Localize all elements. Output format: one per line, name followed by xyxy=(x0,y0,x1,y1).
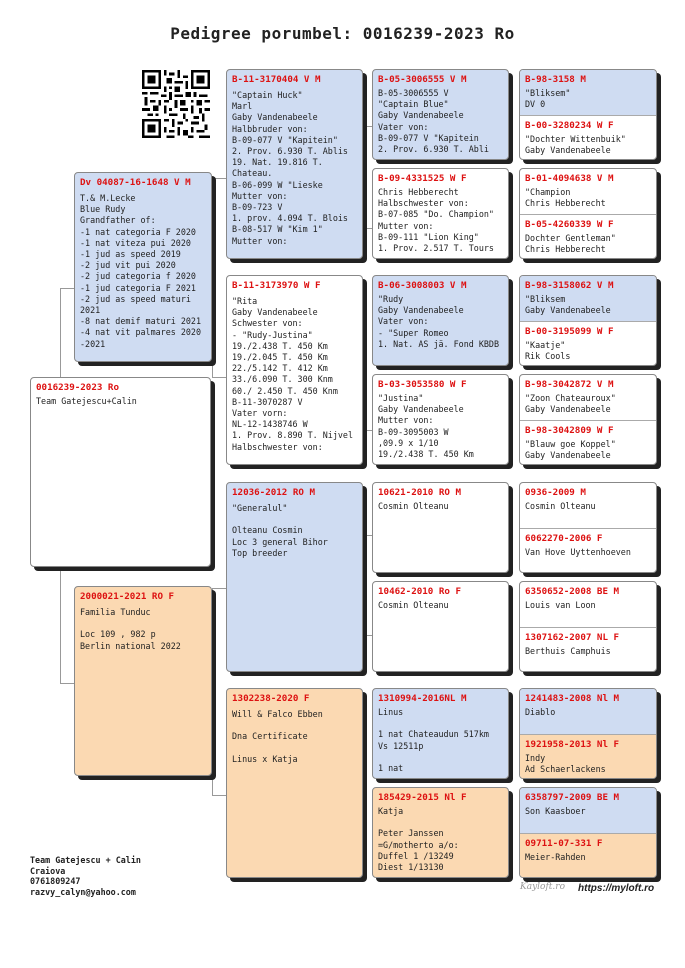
gg-ring: B-01-4094638 V M xyxy=(525,173,614,184)
dam-info: Familia Tunduc Loc 109 , 982 p Berlin national 2022 xyxy=(80,607,181,651)
gg-ring: 1241483-2008 Nl M xyxy=(525,693,620,704)
sire-dam-info: "Rita Gaby Vandenabeele Schwester von: - "Rudy-Justina" 19./2.438 T. 450 Km 19./2.045 T. 450 Km 22./5.142 T. 412 Km 33./6.090 T. 300 Knm 60./ 2.450 T. 450 Knm B-11-3070287 V Vater vorn: NL-12-1438746 W 1. Prov. 8.890 T. Nijvel Halbschwester von: xyxy=(232,296,354,452)
gg-info: Indy Ad Schaerlackens xyxy=(525,753,606,775)
gg-cell[interactable] xyxy=(520,169,656,214)
sdd-ring: B-03-3053580 W F xyxy=(378,379,467,390)
dam-sire-info: "Generalul" Olteanu Cosmin Loc 3 general Bihor Top breeder xyxy=(232,503,328,558)
dam-dam-ring: 1302238-2020 F xyxy=(232,693,310,704)
gg-pair-card xyxy=(519,374,657,465)
dds-ring: 1310994-2016NL M xyxy=(378,693,467,704)
gg-info: Cosmin Olteanu xyxy=(525,501,596,511)
gg-ring: B-98-3158062 V M xyxy=(525,280,614,291)
gg-pair-card xyxy=(519,69,657,160)
dss-ring: 10621-2010 RO M xyxy=(378,487,461,498)
gg-ring: B-00-3280234 W F xyxy=(525,120,614,131)
connector-line xyxy=(60,683,74,684)
gg-ring: 6358797-2009 BE M xyxy=(525,792,620,803)
dsd-info: Cosmin Olteanu xyxy=(378,600,449,610)
gg-cell[interactable] xyxy=(520,276,656,321)
dam-card[interactable] xyxy=(74,586,212,776)
gg-cell[interactable] xyxy=(520,483,656,528)
connector-line xyxy=(60,288,74,289)
owner-city: Craiova xyxy=(30,865,66,876)
dam-dam-info: Will & Falco Ebben Dna Certificate Linus x Katja xyxy=(232,709,323,764)
ddd-info: Katja Peter Janssen =G/motherto a/o: Duffel 1 /13249 Diest 1/13130 xyxy=(378,806,459,873)
sire-sire-ring: B-11-3170404 V M xyxy=(232,74,321,85)
connector-line xyxy=(212,377,226,378)
gg-info: Dochter Gentleman" Chris Hebberecht xyxy=(525,233,616,255)
gg-info: Berthuis Camphuis xyxy=(525,646,611,656)
subject-owner: Team Gatejescu+Calin xyxy=(36,396,137,406)
dsd-card[interactable] xyxy=(372,581,509,672)
page-title: Pedigree porumbel: 0016239-2023 Ro xyxy=(170,24,515,43)
dam-dam-card[interactable] xyxy=(226,688,363,878)
connector-line xyxy=(362,126,372,127)
sss-card[interactable] xyxy=(372,69,509,160)
gg-info: "Zoon Chateauroux" Gaby Vandenabeele xyxy=(525,393,616,415)
sds-info: "Rudy Gaby Vandenabeele Vater von: - "Super Romeo 1. Nat. AS jä. Fond KBDB xyxy=(378,294,500,349)
connector-line xyxy=(362,635,372,636)
sds-card[interactable] xyxy=(372,275,509,366)
gg-info: "Blauw goe Koppel" Gaby Vandenabeele xyxy=(525,439,616,461)
dam-ring: 2000021-2021 RO F xyxy=(80,591,175,602)
gg-ring: 1307162-2007 NL F xyxy=(525,632,620,643)
connector-line xyxy=(212,795,226,796)
gg-ring: 0936-2009 M xyxy=(525,487,586,498)
sss-info: B-05-3006555 V "Captain Blue" Gaby Vandenabeele Vater von: B-09-077 V "Kapitein 2. Prov. 6.930 T. Abli xyxy=(378,88,489,155)
sdd-info: "Justina" Gaby Vandenabeele Mutter von: B-09-3095003 W ,09.9 x 1/10 19./2.438 T. 450 Km xyxy=(378,393,474,460)
gg-pair-card xyxy=(519,482,657,573)
owner-team: Team Gatejescu + Calin xyxy=(30,855,141,865)
gg-info: "Champion Chris Hebberecht xyxy=(525,187,606,209)
gg-cell[interactable] xyxy=(520,115,656,160)
owner-contact xyxy=(30,855,141,897)
gg-ring: B-98-3042809 W F xyxy=(525,425,614,436)
gg-pair-card xyxy=(519,688,657,779)
gg-cell[interactable] xyxy=(520,788,656,833)
sss-ring: B-05-3006555 V M xyxy=(378,74,467,85)
sdd-card[interactable] xyxy=(372,374,509,465)
connector-line xyxy=(212,588,226,589)
sds-ring: B-06-3008003 V M xyxy=(378,280,467,291)
connector-line xyxy=(212,178,226,179)
gg-cell[interactable] xyxy=(520,833,656,878)
owner-email[interactable]: razvy_calyn@yahoo.com xyxy=(30,886,136,897)
sire-sire-info: "Captain Huck" Marl Gaby Vandenabeele Halbbruder von: B-09-077 V "Kapitein" 2. Prov. 6.930 T. Ablis 19. Nat. 19.816 T. Chateau. B-06-099 W "Lieske Mutter von: B-09-723 V 1. prov. 4.094 T. Blois B-08-517 W "Kim 1" Mutter von: xyxy=(232,90,348,246)
gg-cell[interactable] xyxy=(520,70,656,115)
connector-line xyxy=(212,588,213,795)
sire-card[interactable] xyxy=(74,172,212,362)
gg-cell[interactable] xyxy=(520,214,656,259)
gg-cell[interactable] xyxy=(520,734,656,779)
gg-info: Louis van Loon xyxy=(525,600,596,610)
dss-info: Cosmin Olteanu xyxy=(378,501,449,511)
subject-card[interactable] xyxy=(30,377,211,567)
owner-phone: 0761809247 xyxy=(30,876,81,887)
gg-info: "Dochter Wittenbuik" Gaby Vandenabeele xyxy=(525,134,626,156)
gg-ring: B-98-3158 M xyxy=(525,74,586,85)
subject-ring: 0016239-2023 Ro xyxy=(36,382,119,393)
dss-card[interactable] xyxy=(372,482,509,573)
gg-info: "Bliksem" DV 0 xyxy=(525,88,571,110)
gg-cell[interactable] xyxy=(520,375,656,420)
dam-sire-card[interactable] xyxy=(226,482,363,672)
gg-pair-card xyxy=(519,168,657,259)
website-link[interactable]: https://myloft.ro xyxy=(578,883,655,894)
sire-dam-ring: B-11-3173970 W F xyxy=(232,280,321,291)
gg-ring: B-05-4260339 W F xyxy=(525,219,614,230)
gg-info: Son Kaasboer xyxy=(525,806,586,816)
dds-info: Linus 1 nat Chateaudun 517km Vs 12511p 1 nat xyxy=(378,707,489,774)
gg-cell[interactable] xyxy=(520,582,656,627)
dsd-ring: 10462-2010 Ro F xyxy=(378,586,461,597)
ssd-card[interactable] xyxy=(372,168,509,259)
ddd-card[interactable] xyxy=(372,787,509,878)
gg-info: "Kaatje" Rik Cools xyxy=(525,340,571,362)
gg-ring: 09711-07-331 F xyxy=(525,838,603,849)
gg-ring: 6350652-2008 BE M xyxy=(525,586,620,597)
gg-info: Diablo xyxy=(525,707,556,717)
sire-ring: Dv 04087-16-1648 V M xyxy=(80,177,191,188)
gg-ring: 1921958-2013 Nl F xyxy=(525,739,620,750)
qr-code-icon xyxy=(142,70,210,138)
gg-info: Van Hove Uyttenhoeven xyxy=(525,547,631,557)
dds-card[interactable] xyxy=(372,688,509,779)
ddd-ring: 185429-2015 Nl F xyxy=(378,792,467,803)
connector-line xyxy=(362,430,372,431)
gg-pair-card xyxy=(519,275,657,366)
gg-info: Meier-Rahden xyxy=(525,852,586,862)
ssd-info: Chris Hebberecht Halbschwester von: B-07-085 "Do. Champion" Mutter von: B-09-111 "Lion King" 1. Prov. 2.517 T. Tours xyxy=(378,187,494,254)
dam-sire-ring: 12036-2012 RO M xyxy=(232,487,315,498)
connector-line xyxy=(362,228,372,229)
sire-sire-card[interactable] xyxy=(226,69,363,259)
connector-line xyxy=(212,178,213,377)
sire-info: T.& M.Lecke Blue Rudy Grandfather of: -1 nat categoria F 2020 -1 nat viteza pui 2020 -1 jud as speed 2019 -2 jud vit pui 2020 -2 jud categoria f 2020 -1 jud categoria F 2021 -2 jud as speed maturi 2021 -8 nat demif maturi 2021 -4 nat vit palmares 2020 -2021 xyxy=(80,193,202,349)
gg-ring: B-98-3042872 V M xyxy=(525,379,614,390)
gg-info: "Bliksem Gaby Vandenabeele xyxy=(525,294,611,316)
sire-dam-card[interactable] xyxy=(226,275,363,465)
gg-cell[interactable] xyxy=(520,627,656,672)
gg-ring: 6062270-2006 F xyxy=(525,533,603,544)
connector-line xyxy=(362,535,372,536)
gg-pair-card xyxy=(519,787,657,878)
gg-ring: B-00-3195099 W F xyxy=(525,326,614,337)
gg-cell[interactable] xyxy=(520,420,656,465)
gg-cell[interactable] xyxy=(520,321,656,366)
gg-cell[interactable] xyxy=(520,689,656,734)
signature: Ƙayloft.ro xyxy=(520,882,565,892)
ssd-ring: B-09-4331525 W F xyxy=(378,173,467,184)
gg-pair-card xyxy=(519,581,657,672)
gg-cell[interactable] xyxy=(520,528,656,573)
